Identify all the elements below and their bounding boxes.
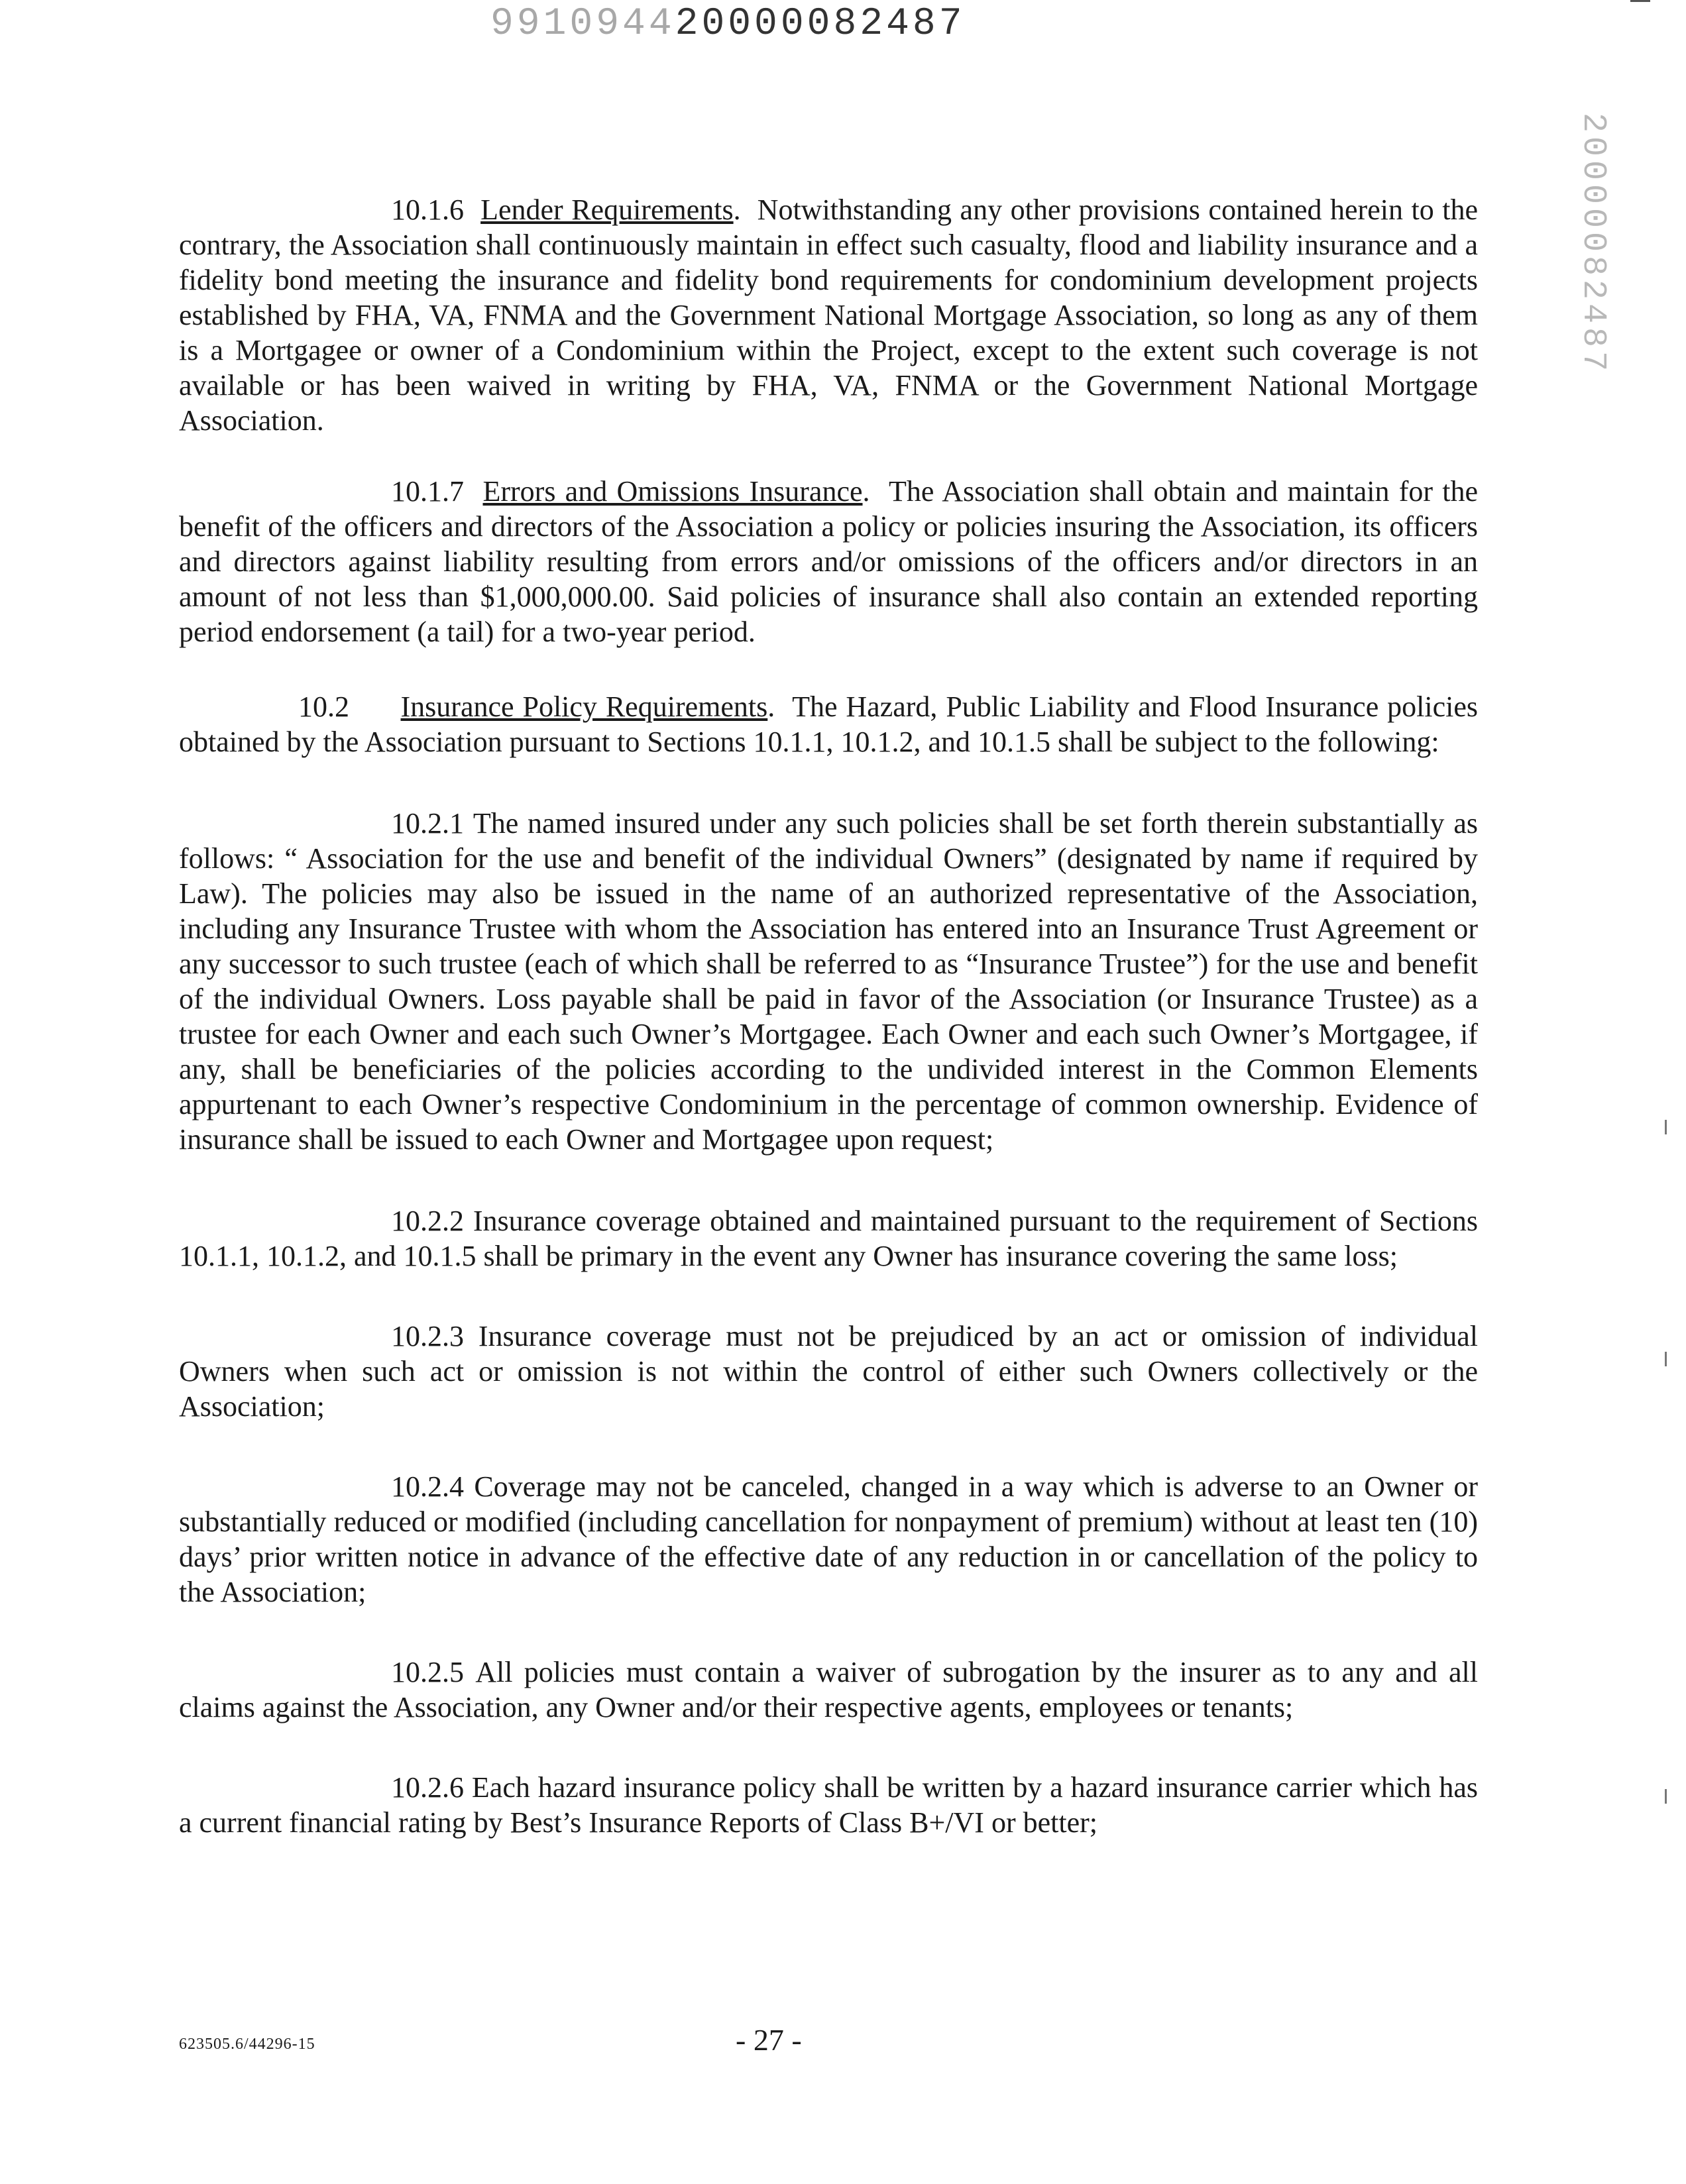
section-10-2: 10.2 Insurance Policy Requirements. The Hazard, Public Liability and Flood Insurance policies obtained by the Association pursuant to Sections 10.1.1, 10.1.2, and 10.1.5 shall be subject to the following: xyxy=(179,690,1479,758)
document-body xyxy=(179,192,1478,1840)
side-recording-mark-text: 20000082487 xyxy=(1574,113,1612,376)
section-number: 10.2.6 xyxy=(391,1771,464,1804)
section-text: Each hazard insurance policy shall be written by a hazard insurance carrier which has a current financial rating by Best’s Insurance Reports of Class B+/VI or better; xyxy=(179,1771,1478,1839)
section-title: Insurance Policy Requirements xyxy=(400,690,768,723)
section-text: The Hazard, Public Liability and Flood Insurance policies obtained by the Association pursuant to Sections 10.1.1, 10.1.2, and 10.1.5 shall be subject to the following: xyxy=(179,690,1479,758)
section-10-2-1 xyxy=(179,806,1478,1157)
section-number: 10.2.4 xyxy=(391,1470,464,1503)
section-10-1-6: 10.1.6 Lender Requirements. Notwithstanding any other provisions contained herein to the contrary, the Association shall continuously maintain in effect such casualty, flood and liability insurance and a fidelity bond meeting the insurance and fidelity bond requirements for condominium development projects established by FHA, VA, FNMA and the Government National Mortgage Association, so long as any of them is a Mortgagee or owner of a Condominium within the Project, except to the extent such coverage is not available or has been waived in writing by FHA, VA, FNMA or the Government National Mortgage Association. xyxy=(179,193,1478,437)
section-title: Errors and Omissions Insurance xyxy=(482,475,863,508)
top-edge-mark xyxy=(1630,0,1650,2)
section-10-2-4 xyxy=(179,1469,1478,1610)
recording-stamp-number: 20000082487 xyxy=(675,3,966,46)
section-text: The Association shall obtain and maintain for the benefit of the officers and directors of the Association a policy or policies insuring the Association, its officers and directors against liability resulting from errors and/or omissions of the officers and/or directors in an amount of not less than $1,000,000.00. Said policies of insurance shall also contain an extended reporting period endorsement (a tail) for a two-year period. xyxy=(179,475,1479,648)
section-number: 10.2.3 xyxy=(391,1320,464,1352)
section-number: 10.2.2 xyxy=(391,1205,464,1237)
section-10-2-2 xyxy=(179,1203,1478,1274)
section-title: Lender Requirements xyxy=(480,193,734,226)
page-number: - 27 - xyxy=(736,2023,802,2057)
section-10-1-7: 10.1.7 Errors and Omissions Insurance. The Association shall obtain and maintain for the benefit of the officers and directors of the Association a policy or policies insuring the Association, its officers and directors against liability resulting from errors and/or omissions of the officers and/or directors in an amount of not less than $1,000,000.00. Said policies of insurance shall also contain an extended reporting period endorsement (a tail) for a two-year period. xyxy=(179,475,1479,648)
recording-stamp xyxy=(490,3,966,46)
section-text: The named insured under any such policies shall be set forth therein substantially as follows: “ Association for the use and benefit of the individual Owners” (designated by name if required by Law). The policies may also be issued in the name of an authorized representative of the Association, including any Insurance Trustee with whom the Association has entered into an Insurance Trust Agreement or any successor to such trustee (each of which shall be referred to as “Insurance Trustee”) for the use and benefit of the individual Owners. Loss payable shall be paid in favor of the Association (or Insurance Trustee) as a trustee for each Owner and each such Owner’s Mortgagee. Each Owner and each such Owner’s Mortgagee, if any, shall be beneficiaries of the policies according to the undivided interest in the Common Elements appurtenant to each Owner’s respective Condominium in the percentage of common ownership. Evidence of insurance shall be issued to each Owner and Mortgagee upon request; xyxy=(179,807,1479,1156)
section-text: All policies must contain a waiver of subrogation by the insurer as to any and all claims against the Association, any Owner and/or their respective agents, employees or tenants; xyxy=(179,1656,1479,1723)
document-id: 623505.6/44296-15 xyxy=(179,2036,315,2053)
section-number: 10.2.5 xyxy=(391,1656,464,1688)
recording-stamp-faded: 9910944 xyxy=(490,3,675,46)
section-number: 10.1.7 xyxy=(391,475,464,508)
section-text: Coverage may not be canceled, changed in a way which is adverse to an Owner or substantially reduced or modified (including cancellation for nonpayment of premium) without at least ten (10) days’ prior written notice in advance of the effective date of any reduction in or cancellation of the policy to the Association; xyxy=(179,1470,1478,1608)
edge-tick xyxy=(1665,1789,1667,1804)
section-10-2-6 xyxy=(179,1770,1478,1840)
section-text: Insurance coverage must not be prejudiced by an act or omission of individual Owners when such act or omission is not within the control of either such Owners collectively or the Association; xyxy=(179,1320,1479,1423)
edge-tick xyxy=(1665,1120,1667,1134)
section-text: Insurance coverage obtained and maintained pursuant to the requirement of Sections 10.1.1, 10.1.2, and 10.1.5 shall be primary in the event any Owner has insurance covering the same loss; xyxy=(179,1205,1479,1272)
section-number: 10.1.6 xyxy=(391,193,464,226)
section-10-2-3 xyxy=(179,1319,1478,1424)
section-10-2-5 xyxy=(179,1655,1478,1725)
edge-tick xyxy=(1665,1352,1667,1366)
section-number: 10.2.1 xyxy=(391,807,464,840)
side-recording-mark xyxy=(1574,113,1617,376)
section-text: Notwithstanding any other provisions contained herein to the contrary, the Association shall continuously maintain in effect such casualty, flood and liability insurance and a fidelity bond meeting the insurance and fidelity bond requirements for condominium development projects established by FHA, VA, FNMA and the Government National Mortgage Association, so long as any of them is a Mortgagee or owner of a Condominium within the Project, except to the extent such coverage is not available or has been waived in writing by FHA, VA, FNMA or the Government National Mortgage Association. xyxy=(179,193,1478,437)
section-number: 10.2 xyxy=(298,690,349,723)
